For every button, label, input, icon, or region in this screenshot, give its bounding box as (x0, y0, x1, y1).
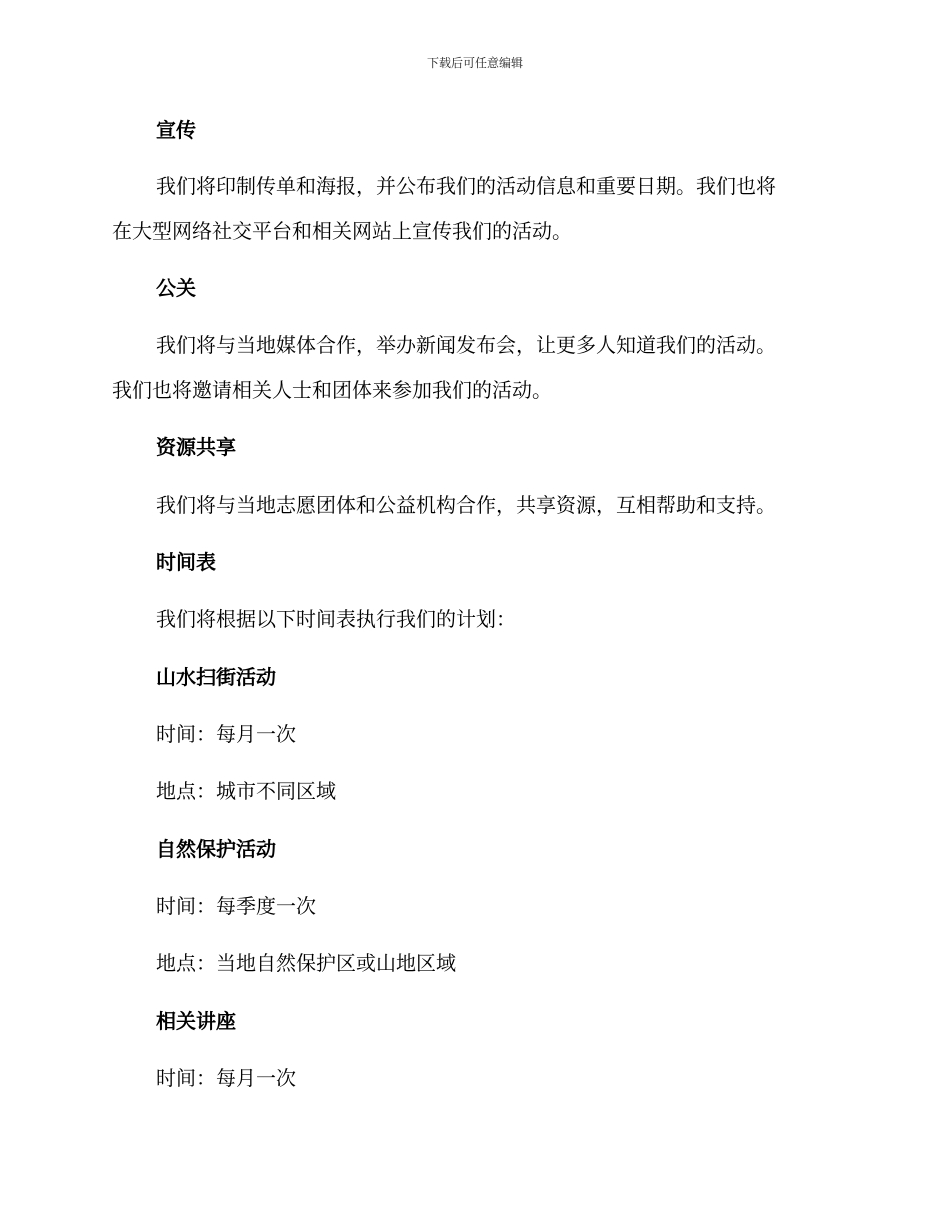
heading-publicity: 宣传 (156, 118, 196, 142)
header-note: 下载后可任意编辑 (426, 56, 523, 70)
heading-schedule: 时间表 (156, 550, 216, 574)
heading-nature-protection: 自然保护活动 (156, 837, 276, 861)
paragraph-line: 我们也将邀请相关人士和团体来参加我们的活动。 (112, 378, 552, 402)
heading-public-relations: 公关 (156, 276, 196, 300)
text-line-time: 时间：每月一次 (156, 722, 296, 746)
text-line-location: 地点：当地自然保护区或山地区域 (156, 951, 456, 975)
text-line-time: 时间：每季度一次 (156, 894, 316, 918)
heading-resource-sharing: 资源共享 (156, 435, 236, 459)
paragraph-public-relations (112, 323, 832, 413)
paragraph-line: 我们将与当地媒体合作，举办新闻发布会，让更多人知道我们的活动。 (156, 333, 776, 357)
heading-lectures: 相关讲座 (156, 1009, 236, 1033)
text-line-location: 地点：城市不同区域 (156, 779, 336, 803)
text-line-resource-sharing: 我们将与当地志愿团体和公益机构合作，共享资源，互相帮助和支持。 (156, 493, 776, 517)
text-line-schedule-intro: 我们将根据以下时间表执行我们的计划： (156, 607, 516, 631)
paragraph-line: 我们将印制传单和海报，并公布我们的活动信息和重要日期。我们也将 (156, 174, 776, 198)
paragraph-line: 在大型网络社交平台和相关网站上宣传我们的活动。 (112, 219, 572, 243)
heading-street-cleaning: 山水扫街活动 (156, 665, 276, 689)
paragraph-publicity (112, 164, 832, 254)
text-line-time: 时间：每月一次 (156, 1066, 296, 1090)
